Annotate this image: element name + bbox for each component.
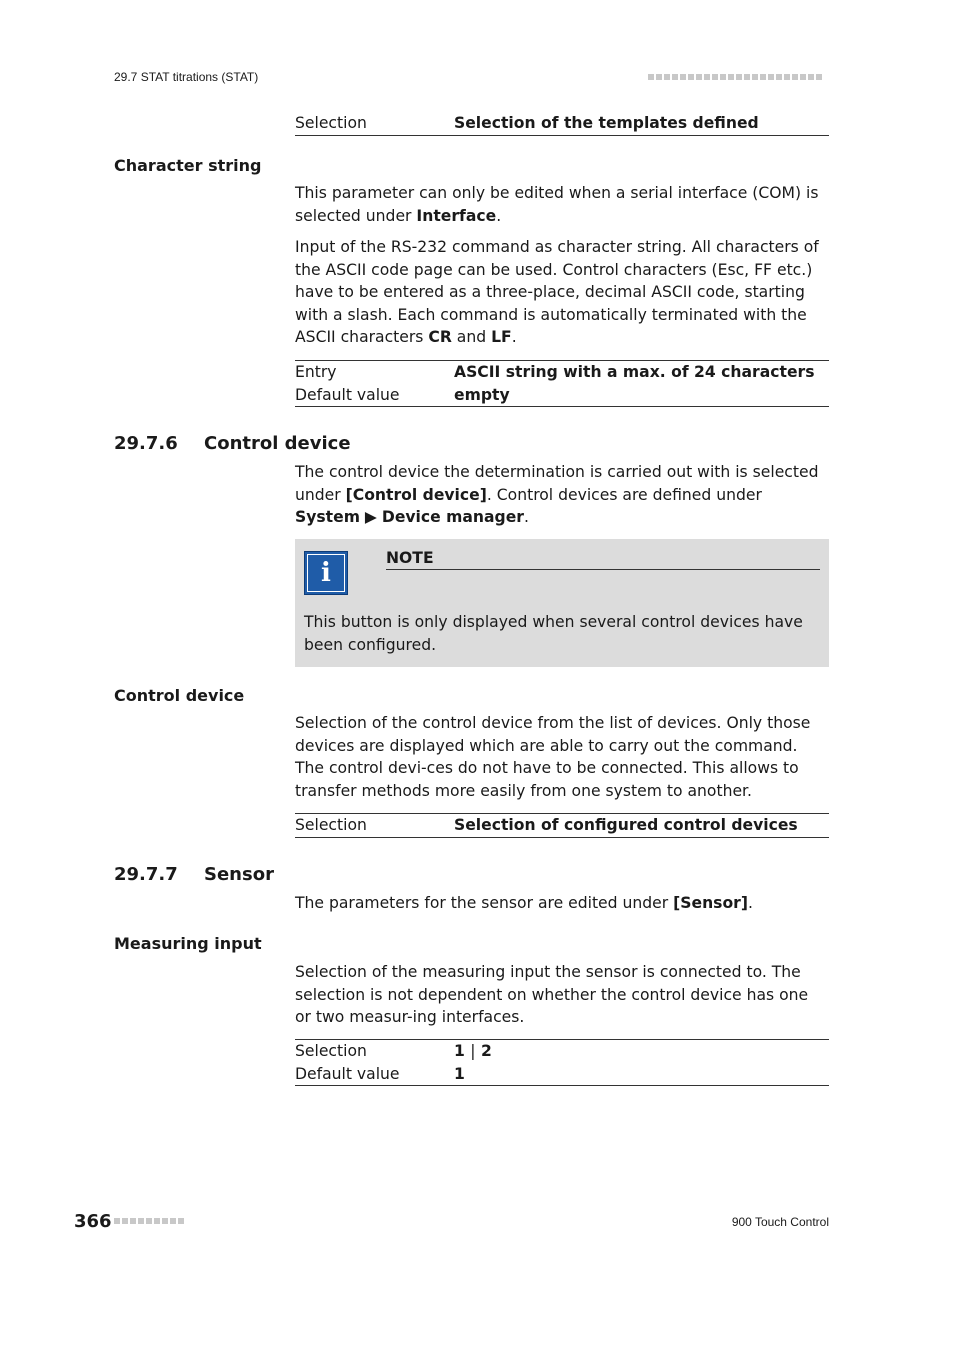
table-key: Selection bbox=[295, 114, 367, 132]
section-title: Sensor bbox=[204, 864, 274, 885]
character-string-paragraph-1: This parameter can only be edited when a serial interface (COM) is selected under Interface. bbox=[295, 184, 819, 225]
note-box bbox=[295, 539, 829, 667]
sensor-section-paragraph: The parameters for the sensor are edited under [Sensor]. bbox=[295, 894, 753, 912]
section-number: 29.7.7 bbox=[114, 864, 178, 885]
note-title: NOTE bbox=[386, 549, 820, 570]
character-string-paragraph-2: Input of the RS-232 command as character string. All characters of the ASCII code page can be used. Control characters (Esc, FF etc.) have to be entered as a three-place, decimal ASCII code, starting with a slash. Each command is automatically terminated with the ASCII characters CR and LF. bbox=[295, 238, 819, 346]
control-device-label: Control device bbox=[114, 686, 245, 705]
templates-table bbox=[295, 112, 829, 136]
section-number: 29.7.6 bbox=[114, 433, 178, 454]
control-device-paragraph: Selection of the control device from the list of devices. Only those devices are displayed which are able to carry out the command. The control devi-ces do not have to be connected. This allows to transfer methods more easily from one system to another. bbox=[295, 714, 811, 800]
measuring-input-paragraph: Selection of the measuring input the sensor is connected to. The selection is not dependent on whether the control device has one or two measur-ing interfaces. bbox=[295, 963, 809, 1026]
table-row: Selection 1 | 2 bbox=[295, 1042, 492, 1060]
table-row: Entry ASCII string with a max. of 24 characters bbox=[295, 363, 815, 381]
table-row: Selection Selection of configured control devices bbox=[295, 816, 798, 834]
section-title: Control device bbox=[204, 433, 351, 454]
running-header: 29.7 STAT titrations (STAT) bbox=[114, 70, 259, 84]
note-text: This button is only displayed when several control devices have been configured. bbox=[304, 613, 803, 654]
table-row: Default value empty bbox=[295, 385, 510, 404]
product-name: 900 Touch Control bbox=[731, 1215, 829, 1229]
character-string-table bbox=[295, 360, 829, 407]
page-number: 366 bbox=[74, 1211, 112, 1232]
info-icon: i bbox=[304, 551, 348, 595]
character-string-label: Character string bbox=[114, 156, 262, 175]
footer-decoration bbox=[114, 1218, 184, 1224]
control-device-table bbox=[295, 813, 829, 838]
measuring-input-label: Measuring input bbox=[114, 934, 262, 953]
table-row: Default value 1 bbox=[295, 1064, 465, 1083]
table-value: Selection of the templates defined bbox=[454, 114, 759, 132]
header-decoration bbox=[648, 74, 822, 80]
measuring-input-table bbox=[295, 1039, 829, 1086]
control-section-paragraph: The control device the determination is carried out with is selected under [Control device]. Control devices are defined under System ▶ Device manager. bbox=[295, 463, 819, 526]
